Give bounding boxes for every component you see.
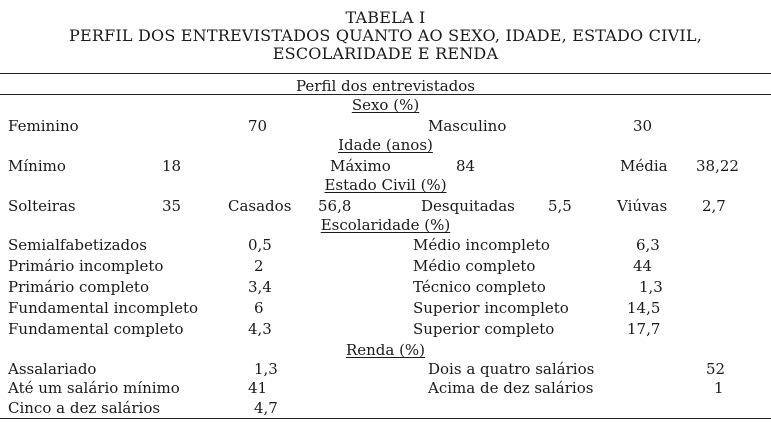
section-title-idade: Idade (anos) bbox=[338, 136, 433, 154]
estado-solteiras-label: Solteiras bbox=[8, 197, 76, 215]
escolaridade-left-value: 0,5 bbox=[248, 236, 272, 254]
escolaridade-right-label: Médio incompleto bbox=[413, 236, 550, 254]
escolaridade-right-label: Superior completo bbox=[413, 320, 555, 338]
estado-viuvas-label: Viúvas bbox=[617, 197, 668, 215]
escolaridade-left-value: 3,4 bbox=[248, 278, 272, 296]
renda-left-label: Cinco a dez salários bbox=[8, 399, 161, 417]
idade-maximo-label: Máximo bbox=[330, 157, 391, 175]
escolaridade-right-value: 1,3 bbox=[639, 278, 663, 296]
renda-left-label: Assalariado bbox=[8, 360, 97, 378]
table-caption-title-cont: ESCOLARIDADE E RENDA bbox=[272, 44, 499, 63]
renda-left-label: Até um salário mínimo bbox=[8, 379, 180, 397]
estado-casados-label: Casados bbox=[228, 197, 292, 215]
section-title-renda: Renda (%) bbox=[345, 341, 426, 359]
escolaridade-left-label: Fundamental incompleto bbox=[8, 299, 199, 317]
table-caption-number: TABELA I bbox=[345, 8, 426, 27]
table-top-rule bbox=[0, 73, 771, 74]
estado-viuvas-value: 2,7 bbox=[702, 197, 726, 215]
escolaridade-right-label: Superior incompleto bbox=[413, 299, 569, 317]
escolaridade-right-value: 6,3 bbox=[636, 236, 660, 254]
estado-casados-value: 56,8 bbox=[318, 197, 352, 215]
estado-solteiras-value: 35 bbox=[162, 197, 182, 215]
escolaridade-left-label: Semialfabetizados bbox=[8, 236, 147, 254]
idade-media-label: Média bbox=[620, 157, 668, 175]
escolaridade-left-value: 4,3 bbox=[248, 320, 272, 338]
sexo-feminino-label: Feminino bbox=[8, 117, 79, 135]
renda-left-value: 1,3 bbox=[254, 360, 278, 378]
sexo-masculino-label: Masculino bbox=[428, 117, 507, 135]
renda-right-value: 1 bbox=[714, 379, 724, 397]
idade-minimo-value: 18 bbox=[162, 157, 182, 175]
escolaridade-left-value: 2 bbox=[254, 257, 264, 275]
escolaridade-left-value: 6 bbox=[254, 299, 264, 317]
section-title-estado-civil: Estado Civil (%) bbox=[324, 176, 447, 194]
idade-minimo-label: Mínimo bbox=[8, 157, 66, 175]
idade-media-value: 38,22 bbox=[696, 157, 739, 175]
renda-right-label: Dois a quatro salários bbox=[428, 360, 595, 378]
estado-desquitadas-label: Desquitadas bbox=[421, 197, 515, 215]
table-caption-title: PERFIL DOS ENTREVISTADOS QUANTO AO SEXO, IDADE, ESTADO CIVIL, bbox=[68, 26, 703, 45]
escolaridade-left-label: Primário incompleto bbox=[8, 257, 164, 275]
table-bottom-rule bbox=[0, 418, 771, 419]
escolaridade-right-value: 17,7 bbox=[627, 320, 661, 338]
renda-left-value: 4,7 bbox=[254, 399, 278, 417]
section-title-sexo: Sexo (%) bbox=[351, 96, 420, 114]
estado-desquitadas-value: 5,5 bbox=[548, 197, 572, 215]
sexo-feminino-value: 70 bbox=[248, 117, 268, 135]
escolaridade-right-value: 14,5 bbox=[627, 299, 661, 317]
escolaridade-right-value: 44 bbox=[633, 257, 653, 275]
renda-left-value: 41 bbox=[248, 379, 268, 397]
section-title-escolaridade: Escolaridade (%) bbox=[320, 216, 451, 234]
table-header: Perfil dos entrevistados bbox=[295, 77, 476, 95]
sexo-masculino-value: 30 bbox=[633, 117, 653, 135]
escolaridade-right-label: Técnico completo bbox=[413, 278, 546, 296]
idade-maximo-value: 84 bbox=[456, 157, 476, 175]
escolaridade-left-label: Primário completo bbox=[8, 278, 149, 296]
renda-right-value: 52 bbox=[706, 360, 726, 378]
escolaridade-right-label: Médio completo bbox=[413, 257, 536, 275]
renda-right-label: Acima de dez salários bbox=[428, 379, 594, 397]
escolaridade-left-label: Fundamental completo bbox=[8, 320, 184, 338]
